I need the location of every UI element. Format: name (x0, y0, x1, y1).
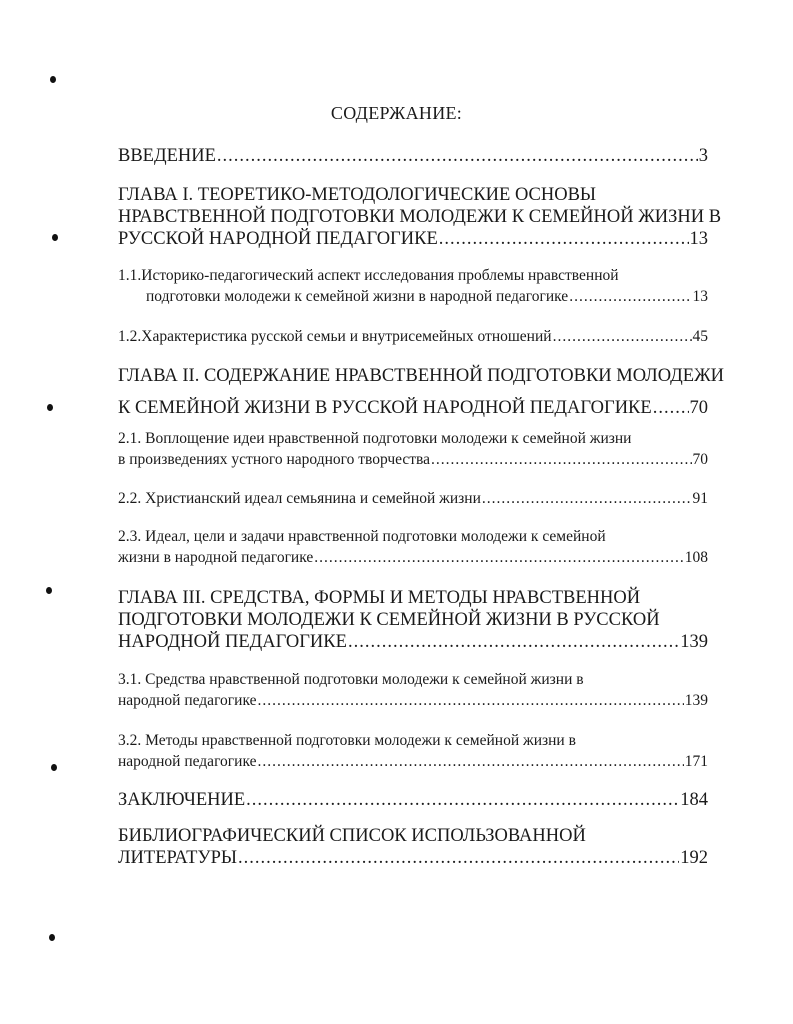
toc-entry-title-line: НАРОДНОЙ ПЕДАГОГИКЕ (118, 632, 347, 652)
dot-leader (257, 690, 683, 711)
toc-entry-title-line: РУССКОЙ НАРОДНОЙ ПЕДАГОГИКЕ (118, 229, 438, 249)
binding-hole-mark (52, 234, 58, 241)
toc-entry-section-1-1 (118, 265, 708, 307)
dot-leader (246, 789, 679, 811)
toc-entry-title-line: ГЛАВА III. СРЕДСТВА, ФОРМЫ И МЕТОДЫ НРАВСТВЕННОЙ (118, 588, 641, 608)
binding-hole-mark (50, 76, 56, 83)
toc-entry-introduction (118, 145, 708, 167)
toc-entry-section-2-2 (118, 488, 708, 509)
binding-hole-mark (46, 587, 52, 594)
toc-entry-title: ВВЕДЕНИЕ (118, 146, 216, 166)
toc-entry-title-line: 3.2. Методы нравственной подготовки молодежи к семейной жизни в (118, 732, 576, 749)
toc-page-number: 13 (692, 288, 708, 305)
toc-page-number: 184 (680, 790, 708, 810)
binding-hole-mark (47, 404, 53, 411)
toc-entry-title-line: 3.1. Средства нравственной подготовки молодежи к семейной жизни в (118, 671, 584, 688)
toc-entry-title-line: ЛИТЕРАТУРЫ (118, 848, 237, 868)
toc-entry-title-line: 2.3. Идеал, цели и задачи нравственной подготовки молодежи к семейной (118, 528, 606, 545)
toc-page-number: 3 (698, 146, 708, 166)
toc-entry-title-line: К СЕМЕЙНОЙ ЖИЗНИ В РУССКОЙ НАРОДНОЙ ПЕДАГОГИКЕ (118, 398, 652, 418)
toc-page-number: 45 (692, 328, 708, 345)
dot-leader (238, 847, 679, 869)
toc-entry-title-line: БИБЛИОГРАФИЧЕСКИЙ СПИСОК ИСПОЛЬЗОВАННОЙ (118, 826, 586, 846)
dot-leader (217, 145, 698, 167)
toc-entry-title-line: ГЛАВА I. ТЕОРЕТИКО-МЕТОДОЛОГИЧЕСКИЕ ОСНОВЫ (118, 185, 597, 205)
toc-entry-section-2-3 (118, 526, 708, 568)
toc-entry-section-2-1 (118, 428, 708, 470)
toc-page-number: 171 (684, 753, 708, 770)
toc-entry-chapter-1 (118, 184, 722, 250)
dot-leader (569, 286, 691, 307)
toc-entry-title: 2.2. Христианский идеал семьянина и семейной жизни (118, 490, 481, 507)
toc-entry-title-line: НРАВСТВЕННОЙ ПОДГОТОВКИ МОЛОДЕЖИ К СЕМЕЙНОЙ ЖИЗНИ В (118, 207, 722, 227)
toc-entry-title: ЗАКЛЮЧЕНИЕ (118, 790, 246, 810)
toc-page-number: 91 (692, 490, 708, 507)
dot-leader (653, 397, 689, 419)
toc-entry-title: 1.2.Характеристика русской семьи и внутрисемейных отношений (118, 328, 552, 345)
toc-entry-title-line: 1.1.Историко-педагогический аспект исследования проблемы нравственной (118, 267, 619, 284)
toc-entry-chapter-3 (118, 587, 708, 653)
dot-leader (314, 547, 684, 568)
dot-leader (482, 488, 692, 509)
toc-entry-title-line: ПОДГОТОВКИ МОЛОДЕЖИ К СЕМЕЙНОЙ ЖИЗНИ В РУССКОЙ (118, 610, 660, 630)
dot-leader (257, 751, 683, 772)
toc-page-number: 139 (684, 692, 708, 709)
toc-page-number: 13 (689, 229, 708, 249)
toc-entry-section-1-2 (118, 326, 708, 347)
dot-leader (431, 449, 691, 470)
toc-entry-section-3-2 (118, 730, 708, 772)
toc-entry-title-line: подготовки молодежи к семейной жизни в народной педагогике (146, 288, 569, 305)
toc-entry-conclusion (118, 789, 708, 811)
toc-entry-section-3-1 (118, 669, 708, 711)
toc-entry-title-line: народной педагогике (118, 692, 257, 709)
dot-leader (439, 228, 689, 250)
toc-entry-title-line: ГЛАВА II. СОДЕРЖАНИЕ НРАВСТВЕННОЙ ПОДГОТОВКИ МОЛОДЕЖИ (118, 366, 725, 386)
dot-leader (348, 631, 679, 653)
binding-hole-mark (51, 764, 57, 771)
toc-page-number: 70 (689, 398, 708, 418)
binding-hole-mark (49, 934, 55, 941)
toc-entry-bibliography (118, 825, 708, 869)
toc-page-number: 139 (680, 632, 708, 652)
toc-entry-title-line: жизни в народной педагогике (118, 549, 314, 566)
toc-page-number: 108 (684, 549, 708, 566)
page-title: СОДЕРЖАНИЕ: (330, 103, 463, 123)
toc-entry-title-line: в произведениях устного народного творчества (118, 451, 431, 468)
toc-page-number: 192 (680, 848, 708, 868)
toc-entry-title-line: 2.1. Воплощение идеи нравственной подготовки молодежи к семейной жизни (118, 430, 632, 447)
dot-leader (553, 326, 692, 347)
toc-entry-title-line: народной педагогике (118, 753, 257, 770)
toc-page-number: 70 (692, 451, 708, 468)
toc-entry-chapter-2 (118, 365, 725, 419)
